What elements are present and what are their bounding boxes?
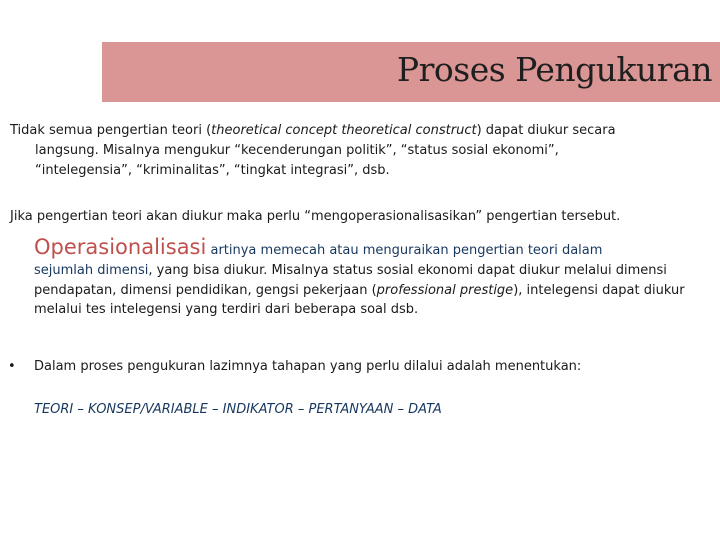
intro-text-b: ) dapat diukur secara bbox=[476, 123, 616, 138]
intro-line-1 bbox=[10, 121, 700, 141]
definition-rest bbox=[34, 261, 714, 320]
bullet-text: Dalam proses pengukuran lazimnya tahapan yang perlu dilalui adalah menentukan: bbox=[34, 359, 582, 374]
definition-italic-term: professional prestige bbox=[376, 282, 514, 298]
paragraph-operationalize: Jika pengertian teori akan diukur maka perlu “mengoperasionalisasikan” pengertian tersebut. bbox=[10, 209, 621, 224]
title-banner bbox=[102, 42, 720, 102]
bullet-icon: • bbox=[8, 359, 16, 374]
stage-chain: TEORI – KONSEP/VARIABLE – INDIKATOR – PERTANYAAN – DATA bbox=[34, 402, 442, 417]
definition-dimensi: sejumlah dimensi bbox=[34, 263, 149, 278]
term-operasionalisasi: Operasionalisasi bbox=[34, 235, 207, 259]
intro-line-3: “intelegensia”, “kriminalitas”, “tingkat integrasi”, dsb. bbox=[35, 163, 390, 178]
intro-italic-term: theoretical concept theoretical construct bbox=[211, 123, 477, 138]
paragraph-intro bbox=[10, 121, 700, 181]
definition-text: artinya memecah atau menguraikan pengertian teori dalam bbox=[210, 243, 603, 258]
definition-example-b: ), intelegensi dapat diukur melalui tes intelegensi yang terdiri dari beberapa soal dsb. bbox=[34, 282, 685, 317]
intro-line-2: langsung. Misalnya mengukur “kecenderungan politik”, “status sosial ekonomi”, bbox=[35, 143, 559, 158]
slide-title: Proses Pengukuran bbox=[396, 50, 712, 89]
paragraph-definition bbox=[34, 234, 714, 320]
intro-text-a: Tidak semua pengertian teori ( bbox=[10, 123, 212, 138]
definition-example-a: , yang bisa diukur. Misalnya status sosial ekonomi dapat diukur melalui dimensi pendapatan, dimensi pendidikan, gengsi pekerjaan ( bbox=[34, 263, 667, 298]
